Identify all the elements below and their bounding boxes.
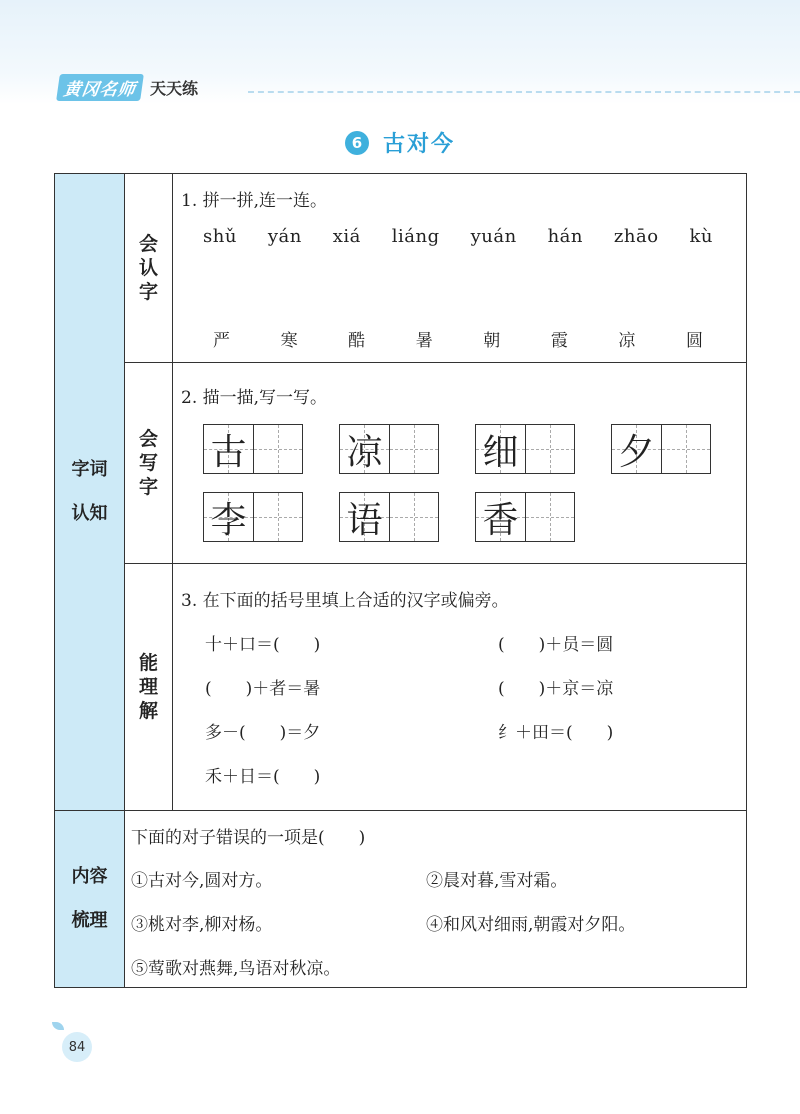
writing-grid[interactable] — [203, 424, 303, 474]
question-1-title: 1. 拼一拼,连一连。 — [181, 191, 328, 211]
grid-character: 凉 — [346, 431, 383, 473]
writing-grid[interactable] — [339, 424, 439, 474]
grid-character: 古 — [210, 431, 247, 473]
pinyin-row — [203, 226, 713, 247]
character-row — [213, 326, 703, 351]
answer-option[interactable]: ①古对今,圆对方。 — [131, 871, 273, 891]
character-item[interactable]: 霞 — [550, 331, 568, 351]
equation-left[interactable]: 十＋口＝( ) — [205, 635, 321, 655]
equation-left[interactable]: 多－( )＝夕 — [205, 723, 321, 743]
pinyin-item[interactable]: hán — [547, 226, 583, 247]
lesson-title: 古对今 — [382, 132, 455, 157]
sub-label-text: 会认字 — [138, 233, 158, 303]
answer-option[interactable]: ③桃对李,柳对杨。 — [131, 915, 273, 935]
sub-label-text: 会写字 — [138, 428, 158, 498]
pinyin-item[interactable]: shǔ — [203, 226, 237, 247]
category-content-review — [55, 811, 125, 988]
character-item[interactable]: 寒 — [280, 331, 298, 351]
category-line: 字词 — [71, 459, 108, 480]
lesson-heading — [0, 127, 800, 158]
grid-character: 细 — [482, 431, 519, 473]
character-item[interactable]: 酷 — [348, 331, 366, 351]
character-item[interactable]: 朝 — [483, 331, 501, 351]
writing-grid[interactable] — [475, 492, 575, 542]
header-divider — [248, 91, 800, 93]
series-title: 天天练 — [150, 78, 199, 98]
sub-label-write — [125, 363, 173, 564]
category-line: 内容 — [71, 866, 108, 887]
pinyin-item[interactable]: zhāo — [613, 226, 659, 247]
question-1-cell — [173, 174, 747, 363]
header-brand — [58, 76, 198, 98]
writing-grid[interactable] — [475, 424, 575, 474]
exercise-table — [54, 173, 747, 988]
pinyin-item[interactable]: xiá — [332, 226, 361, 247]
equation-left[interactable]: ( )＋者＝暑 — [205, 679, 321, 699]
grid-character: 李 — [210, 499, 247, 541]
character-item[interactable]: 凉 — [618, 331, 636, 351]
category-line: 梳理 — [71, 910, 108, 931]
review-question[interactable]: 下面的对子错误的一项是( ) — [131, 828, 366, 848]
answer-option[interactable]: ⑤莺歌对燕舞,鸟语对秋凉。 — [131, 959, 341, 979]
leaf-decoration — [52, 1022, 64, 1030]
grid-character: 语 — [346, 499, 383, 541]
equation-left[interactable]: 禾＋日＝( ) — [205, 767, 321, 787]
pinyin-item[interactable]: liáng — [391, 226, 440, 247]
question-2-title: 2. 描一描,写一写。 — [181, 388, 328, 408]
category-line: 认知 — [71, 503, 108, 524]
question-2-cell — [173, 363, 747, 564]
character-item[interactable]: 暑 — [415, 331, 433, 351]
answer-option[interactable]: ④和风对细雨,朝霞对夕阳。 — [426, 915, 636, 935]
grid-character: 香 — [482, 499, 519, 541]
question-3-title: 3. 在下面的括号里填上合适的汉字或偏旁。 — [181, 591, 509, 611]
writing-grid[interactable] — [339, 492, 439, 542]
sub-label-understand — [125, 564, 173, 811]
content-review-cell — [125, 811, 747, 988]
character-item[interactable]: 严 — [213, 331, 230, 351]
equation-right[interactable]: 纟＋田＝( ) — [498, 723, 614, 743]
lesson-number-badge: 6 — [345, 131, 369, 155]
writing-grid[interactable] — [611, 424, 711, 474]
page-number: 84 — [62, 1032, 92, 1062]
pinyin-item[interactable]: yán — [267, 226, 302, 247]
answer-option[interactable]: ②晨对暮,雪对霜。 — [426, 871, 568, 891]
pinyin-item[interactable]: kù — [689, 226, 713, 247]
category-word-recognition — [55, 174, 125, 811]
equation-right[interactable]: ( )＋员＝圆 — [498, 635, 614, 655]
question-3-cell — [173, 564, 747, 811]
pinyin-item[interactable]: yuán — [470, 226, 517, 247]
equation-right[interactable]: ( )＋京＝凉 — [498, 679, 614, 699]
brand-logo: 黄冈名师 — [56, 74, 144, 101]
character-item[interactable]: 圆 — [685, 331, 703, 351]
sub-label-recognize — [125, 174, 173, 363]
grid-character: 夕 — [618, 431, 655, 473]
sub-label-text: 能理解 — [138, 652, 158, 722]
writing-grid[interactable] — [203, 492, 303, 542]
